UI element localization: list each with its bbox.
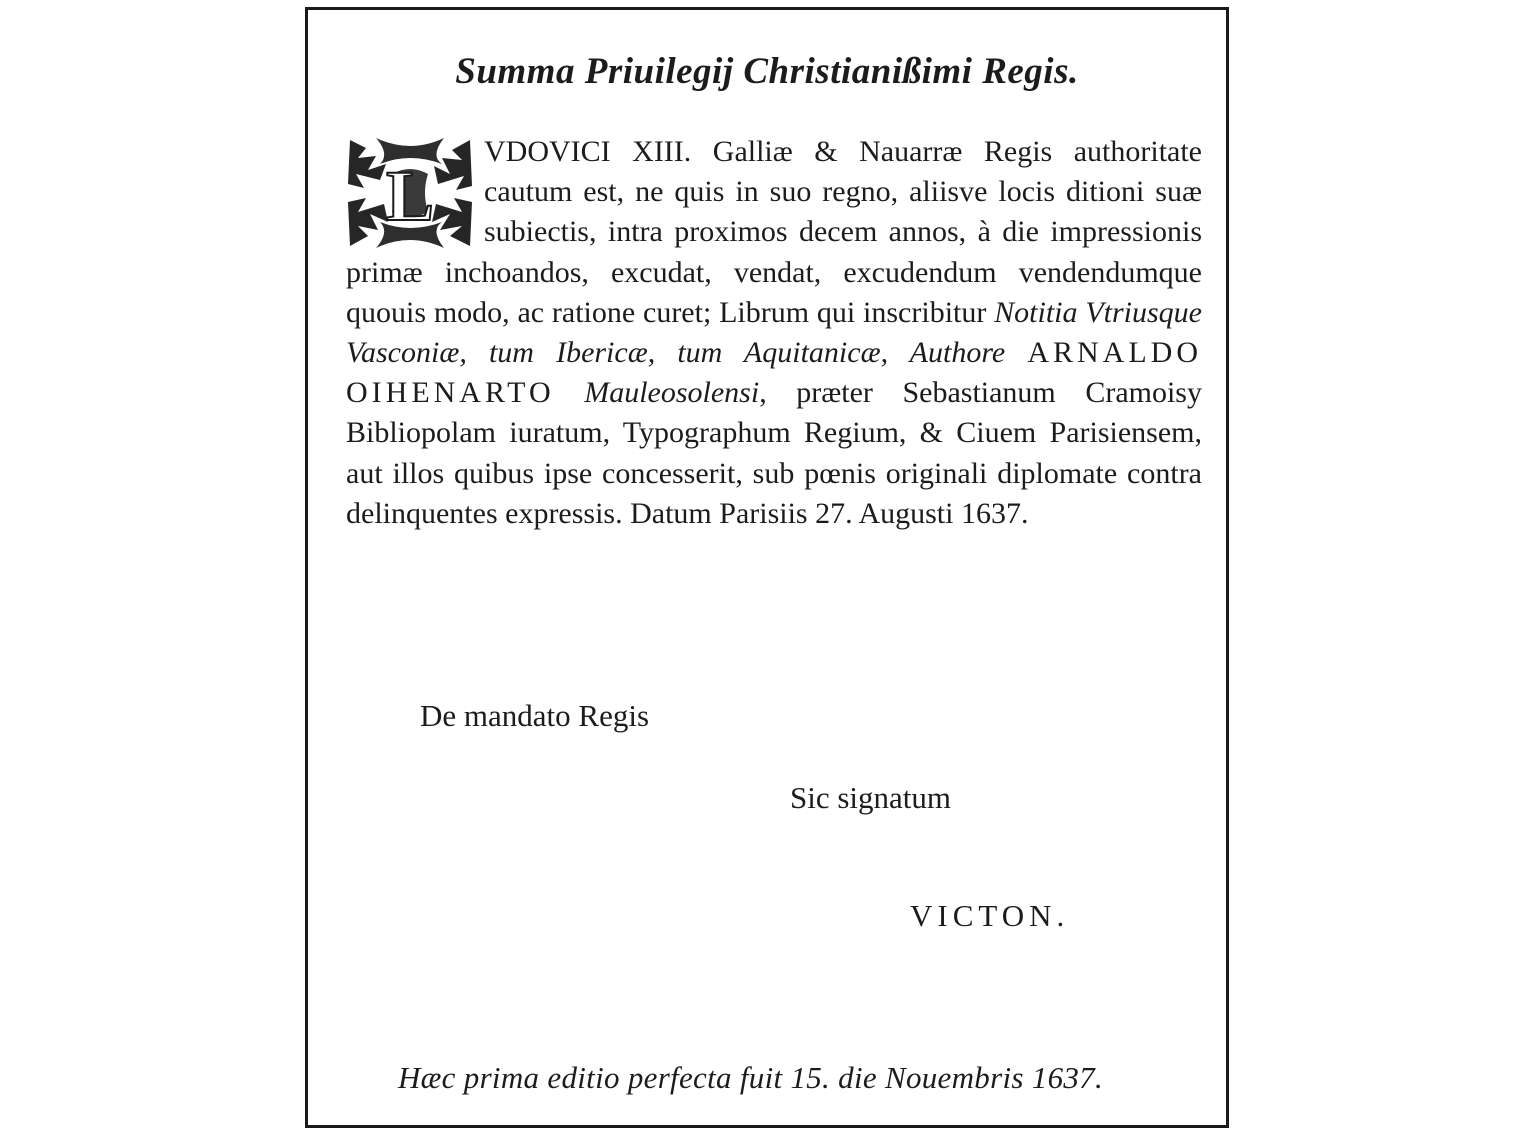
- signer-name: VICTON.: [910, 898, 1070, 933]
- colophon-line: Hæc prima editio perfecta fuit 15. die Nouembris 1637.: [398, 1060, 1104, 1095]
- privilege-page: [305, 7, 1229, 1128]
- privilege-title: Summa Priuilegij Christianißimi Regis.: [455, 51, 1079, 92]
- privilege-body: [346, 132, 1202, 534]
- signed-line: Sic signatum: [790, 780, 952, 815]
- body-part-1: VDOVICI XIII. Galliæ & Nauarræ Regis authoritate cautum est, ne quis in suo regno, aliisve locis ditioni suæ subiectis, intra proximos decem annos, à die impressionis primæ inchoandos, excudat, vendat, excudendum vendendumque quouis modo, ac ratione curet; Librum qui inscribitur: [346, 135, 1202, 329]
- author-origin: Mauleosolensi: [584, 376, 760, 410]
- book-title: Notitia Vtriusque Vasconiæ, tum Ibericæ, tum Aquitanicæ, Authore: [346, 295, 1202, 370]
- mandate-line: De mandato Regis: [420, 698, 650, 733]
- author-name: ARNALDO OIHENARTO: [346, 336, 1202, 410]
- body-part-2: , præter Sebastianum Cramoisy Bibliopolam iuratum, Typographum Regium, & Ciuem Parisiensem, aut illos quibus ipse concesserit, sub pœnis originali diplomate contra delinquentes expressis. Datum Parisiis 27. Augusti 1637.: [346, 376, 1202, 530]
- initial-letter: L: [385, 156, 435, 236]
